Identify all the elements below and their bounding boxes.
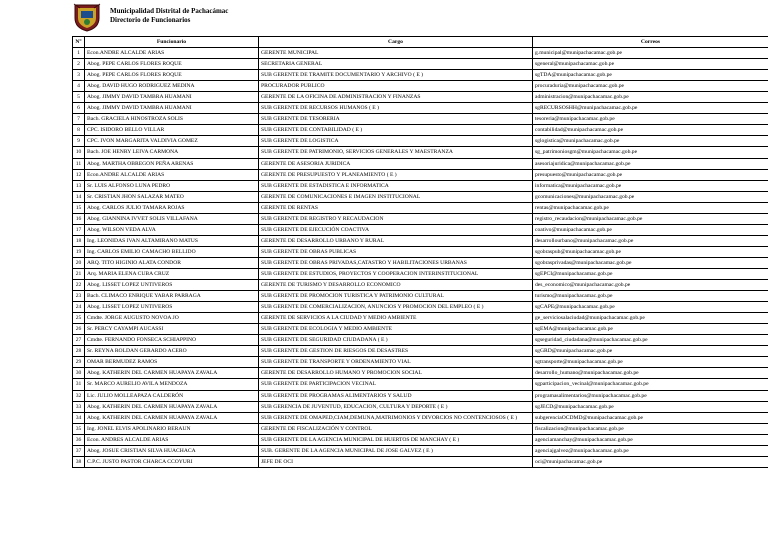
table-body [73, 48, 768, 468]
table-row [73, 70, 768, 81]
table-row [73, 202, 768, 213]
official-name-cell: OMAR BERMUDEZ RAMOS [85, 357, 259, 368]
position-cell: SUB GERENTE DE EJECUCIÓN COACTIVA [259, 224, 533, 235]
table-header-row [73, 37, 768, 48]
official-name-cell: Ing. LEONIDAS IVAN ALTAMIRANO MATUS [85, 235, 259, 246]
table-row [73, 246, 768, 257]
table-row [73, 313, 768, 324]
email-cell: sgobraspriv​adas@munipachacamac.gob.pe [533, 257, 768, 268]
position-cell: SUB GERENTE DE ESTUDIOS, PROYECTOS Y COOPERACION INTERINSTITUCIONAL [259, 268, 533, 279]
official-name-cell: Abog. JIMMY DAVID TAMBRA HUAMANI [85, 103, 259, 114]
email-cell: agenciamanchay@munipachacamac.gob.pe [533, 434, 768, 445]
row-number-cell: 7 [73, 114, 85, 125]
official-name-cell: Abog. CARLOS JULIO TAMARA ROJAS [85, 202, 259, 213]
row-number-cell: 8 [73, 125, 85, 136]
table-row [73, 324, 768, 335]
official-name-cell: Abog. JIMMY DAVID TAMBRA HUAMANI [85, 92, 259, 103]
position-cell: GERENTE DE FISCALIZACIÓN Y CONTROL [259, 423, 533, 434]
row-number-cell: 25 [73, 313, 85, 324]
position-cell: SUB GERENTE DE PROGRAMAS ALIMENTARIOS Y SALUD [259, 390, 533, 401]
position-cell: SUB GERENTE DE PATRIMONIO, SERVICIOS GENERALES Y MAESTRANZA [259, 147, 533, 158]
table-row [73, 81, 768, 92]
row-number-cell: 29 [73, 357, 85, 368]
official-name-cell: CPC. IVON MARGARITA VALDIVIA GOMEZ [85, 136, 259, 147]
row-number-cell: 35 [73, 423, 85, 434]
official-name-cell: Abog. PEPE CARLOS FLORES ROQUE [85, 70, 259, 81]
official-name-cell: Sr. CRISTIAN JHON SALAZAR MATEO [85, 191, 259, 202]
official-name-cell: Abog. WILSON VEDA ALVA [85, 224, 259, 235]
email-cell: turismo@munipachacamac.gob.pe [533, 291, 768, 302]
official-name-cell: Abog. PEPE CARLOS FLORES ROQUE [85, 59, 259, 70]
row-number-cell: 5 [73, 92, 85, 103]
row-number-cell: 38 [73, 456, 85, 467]
municipal-coat-of-arms-icon [72, 2, 102, 32]
table-row [73, 191, 768, 202]
table-row [73, 268, 768, 279]
row-number-cell: 12 [73, 169, 85, 180]
official-name-cell: C.P.C. JUSTO PASTOR CHARCA CCOYURI [85, 456, 259, 467]
position-cell: SECRETARIA GENERAL [259, 59, 533, 70]
official-name-cell: Ing. CARLOS EMILIO CAMACHO BELLIDO [85, 246, 259, 257]
position-cell: SUB GERENTE DE PROMOCION TURISTICA Y PATRIMONIO CULTURAL [259, 291, 533, 302]
row-number-cell: 23 [73, 291, 85, 302]
email-cell: sg_patrimoniosgm@munipachacamac.gob.pe [533, 147, 768, 158]
row-number-cell: 33 [73, 401, 85, 412]
position-cell: GERENTE DE DESARROLLO URBANO Y RURAL [259, 235, 533, 246]
position-cell: GERENTE DE SERVICIOS A LA CIUDAD Y MEDIO AMBIENTE [259, 313, 533, 324]
row-number-cell: 4 [73, 81, 85, 92]
row-number-cell: 1 [73, 48, 85, 59]
row-number-cell: 11 [73, 158, 85, 169]
row-number-cell: 26 [73, 324, 85, 335]
official-name-cell: Bach. GRACIELA HINOSTROZA SOLIS [85, 114, 259, 125]
official-name-cell: Cmdte. JORGE AUGUSTO NOVOA JO [85, 313, 259, 324]
position-cell: GERENTE DE RENTAS [259, 202, 533, 213]
column-header-number: N° [73, 37, 85, 48]
row-number-cell: 14 [73, 191, 85, 202]
row-number-cell: 15 [73, 202, 85, 213]
directory-title: Directorio de Funcionarios [110, 16, 191, 24]
official-name-cell: CPC. ISIDORO BELLO VILLAR [85, 125, 259, 136]
official-name-cell: Arq. MARIA ELENA CUBA CRUZ [85, 268, 259, 279]
email-cell: desarrollourbano@munipachacamac.gob.pe [533, 235, 768, 246]
email-cell: sgparticipacion_vecinal@munipachacamac.gob.pe [533, 379, 768, 390]
email-cell: desarrollo_humano@munipachacamac.gob.pe [533, 368, 768, 379]
email-cell: sgEPCI@munipachacamac.gob.pe [533, 268, 768, 279]
email-cell: tesoreria@munipachacamac.gob.pe [533, 114, 768, 125]
email-cell: administracion@munipachacamac.gob.pe [533, 92, 768, 103]
position-cell: GERENTE MUNICIPAL [259, 48, 533, 59]
row-number-cell: 34 [73, 412, 85, 423]
position-cell: SUB GERENTE DE ECOLOGIA Y MEDIO AMBIENTE [259, 324, 533, 335]
position-cell: PROCURADOR PUBLICO [259, 81, 533, 92]
table-row [73, 346, 768, 357]
official-name-cell: Abog. KATHERIN DEL CARMEN HUAPAYA ZAVALA [85, 401, 259, 412]
position-cell: SUB GERENTE DE COMERCIALIZACION, ANUNCIOS Y PROMOCION DEL EMPLEO ( E ) [259, 302, 533, 313]
position-cell: SUB GERENTE DE RECURSOS HUMANOS ( E ) [259, 103, 533, 114]
table-row [73, 368, 768, 379]
row-number-cell: 24 [73, 302, 85, 313]
row-number-cell: 31 [73, 379, 85, 390]
officials-directory-table [72, 36, 768, 468]
email-cell: programasalimentarios@munipachacamac.gob.pe [533, 390, 768, 401]
official-name-cell: Abog. JOSUE CRISTIAN SILVA HUACHACA [85, 445, 259, 456]
email-cell: sgJECD@munipachacamac.gob.pe [533, 401, 768, 412]
row-number-cell: 21 [73, 268, 85, 279]
position-cell: SUB GERENTE DE OBRAS PUBLICAS [259, 246, 533, 257]
table-row [73, 423, 768, 434]
row-number-cell: 3 [73, 70, 85, 81]
row-number-cell: 30 [73, 368, 85, 379]
official-name-cell: Abog. GIANNINA IVVET SOLIS VILLAFANA [85, 213, 259, 224]
row-number-cell: 13 [73, 180, 85, 191]
document-header [72, 2, 768, 32]
table-row [73, 147, 768, 158]
position-cell: JEFE DE OCI [259, 456, 533, 467]
table-row [73, 158, 768, 169]
official-name-cell: Abog. DAVID HUGO RODRIGUEZ MEDINA [85, 81, 259, 92]
email-cell: sgtransporte@munipachacamac.gob.pe [533, 357, 768, 368]
email-cell: sgEMA@munipachacamac.gob.pe [533, 324, 768, 335]
table-row [73, 103, 768, 114]
position-cell: SUB GERENTE DE SEGURIDAD CIUDADANA ( E ) [259, 335, 533, 346]
table-row [73, 213, 768, 224]
email-cell: ge_serviciosalaciudad@munipachacamac.gob.pe [533, 313, 768, 324]
email-cell: sgeneral@munipachacamac.gob.pe [533, 59, 768, 70]
email-cell: sgTDA@munipachacamac.gob.pe [533, 70, 768, 81]
position-cell: GERENTE DE DESARROLLO HUMANO Y PROMOCION SOCIAL [259, 368, 533, 379]
email-cell: asesoriajuridica@munipachacamac.gob.pe [533, 158, 768, 169]
email-cell: sglogistica@munipachacamac.gob.pe [533, 136, 768, 147]
position-cell: SUB GERENTE DE OMAPED,CIAM,DEMUNA,MATRIMONIOS Y DIVORCIOS NO CONTENCIOSOS ( E ) [259, 412, 533, 423]
official-name-cell: Abog. MARTHA OBREGON PEÑA ARENAS [85, 158, 259, 169]
table-row [73, 280, 768, 291]
official-name-cell: Ing. JONEL ELVIS APOLINARIO BERAUN [85, 423, 259, 434]
official-name-cell: Sr. MARCO AURELIO AVILA MENDOZA [85, 379, 259, 390]
table-row [73, 180, 768, 191]
table-row [73, 445, 768, 456]
email-cell: sgseguridad_ciudadana@munipachacamac.gob.pe [533, 335, 768, 346]
column-header-email: Correos [533, 37, 768, 48]
email-cell: coativo@munipachacamac.gob.pe [533, 224, 768, 235]
table-row [73, 224, 768, 235]
table-row [73, 291, 768, 302]
table-row [73, 412, 768, 423]
column-header-official: Funcionario [85, 37, 259, 48]
email-cell: gcomunicaciones@munipachacamac.gob.pe [533, 191, 768, 202]
official-name-cell: Abog. KATHERIN DEL CARMEN HUAPAYA ZAVALA [85, 412, 259, 423]
position-cell: SUB GERENTE DE CONTABILIDAD ( E ) [259, 125, 533, 136]
table-row [73, 136, 768, 147]
position-cell: GERENTE DE LA OFICINA DE ADMINISTRACION Y FINANZAS [259, 92, 533, 103]
email-cell: registro_recaudacion@munipachacamac.gob.pe [533, 213, 768, 224]
row-number-cell: 17 [73, 224, 85, 235]
position-cell: GERENTE DE TURISMO Y DESARROLLO ECONOMICO [259, 280, 533, 291]
row-number-cell: 6 [73, 103, 85, 114]
table-row [73, 48, 768, 59]
email-cell: sgobraspub@munipachacamac.gob.pe [533, 246, 768, 257]
email-cell: g.municipal@munipachacamac.gob.pe [533, 48, 768, 59]
row-number-cell: 2 [73, 59, 85, 70]
email-cell: fiscalizacion@munipachacamac.gob.pe [533, 423, 768, 434]
position-cell: SUB GERENCIA DE JUVENTUD, EDUCACION, CULTURA Y DEPORTE ( E ) [259, 401, 533, 412]
table-row [73, 92, 768, 103]
position-cell: SUB GERENTE DE GESTION DE RIESGOS DE DESASTRES [259, 346, 533, 357]
table-row [73, 235, 768, 246]
table-row [73, 125, 768, 136]
row-number-cell: 32 [73, 390, 85, 401]
table-row [73, 401, 768, 412]
email-cell: agenciajgalvez@munipachacamac.gob.pe [533, 445, 768, 456]
official-name-cell: Econ.ANDRE ALCALDE ARIAS [85, 169, 259, 180]
position-cell: GERENTE DE PRESUPUESTO Y PLANEAMIENTO ( E ) [259, 169, 533, 180]
official-name-cell: Abog. LISSET LOPEZ UNTIVEROS [85, 280, 259, 291]
table-row [73, 302, 768, 313]
email-cell: sgRECURSOSHH@munipachacamac.gob.pe [533, 103, 768, 114]
table-row [73, 434, 768, 445]
row-number-cell: 27 [73, 335, 85, 346]
table-row [73, 456, 768, 467]
row-number-cell: 20 [73, 257, 85, 268]
position-cell: SUB GERENTE DE ESTADISTICA E INFORMATICA [259, 180, 533, 191]
position-cell: SUB GERENTE DE PARTICIPACION VECINAL [259, 379, 533, 390]
official-name-cell: Econ. ANDRES ALCALDE ARIAS [85, 434, 259, 445]
email-cell: informatica@munipachacamac.gob.pe [533, 180, 768, 191]
email-cell: contabilidad@munipachacamac.gob.pe [533, 125, 768, 136]
official-name-cell: Abog. LISSET LOPEZ UNTIVEROS [85, 302, 259, 313]
row-number-cell: 37 [73, 445, 85, 456]
official-name-cell: Bach. CLIMACO ENRIQUE YABAR PARRAGA [85, 291, 259, 302]
email-cell: des_economico@munipachacamac.gob.pe [533, 280, 768, 291]
position-cell: SUB GERENTE DE REGISTRO Y RECAUDACION [259, 213, 533, 224]
table-row [73, 390, 768, 401]
row-number-cell: 16 [73, 213, 85, 224]
email-cell: rentas@munipachacamac.gob.pe [533, 202, 768, 213]
official-name-cell: Cmdte. FERNANDO FONSECA SCHIAPPINO [85, 335, 259, 346]
row-number-cell: 9 [73, 136, 85, 147]
official-name-cell: Lic. JULIO MOLLEAPAZA CALDERÓN [85, 390, 259, 401]
table-row [73, 114, 768, 125]
official-name-cell: Econ.ANDRE ALCALDE ARIAS [85, 48, 259, 59]
position-cell: GERENTE DE COMUNICACIONES E IMAGEN INSTITUCIONAL [259, 191, 533, 202]
position-cell: GERENTE DE ASESORIA JURIDICA [259, 158, 533, 169]
email-cell: sgCAPE@munipachacamac.gob.pe [533, 302, 768, 313]
email-cell: procuraduria@munipachacamac.gob.pe [533, 81, 768, 92]
row-number-cell: 19 [73, 246, 85, 257]
position-cell: SUB GERENTE DE TESORERIA [259, 114, 533, 125]
official-name-cell: ARQ. TITO HIGINIO ALATA CONDOR [85, 257, 259, 268]
table-row [73, 379, 768, 390]
row-number-cell: 10 [73, 147, 85, 158]
email-cell: subgerenciaOCDMD@munipachacamac.gob.pe [533, 412, 768, 423]
official-name-cell: Sr. PERCY CAYAMPI AUCASSI [85, 324, 259, 335]
municipality-name: Municipalidad Distrital de Pachacámac [110, 7, 229, 15]
position-cell: SUB GERENTE DE TRAMITE DOCUMENTARIO Y ARCHIVO ( E ) [259, 70, 533, 81]
official-name-cell: Sr. LUIS ALFONSO LUNA PEDRO [85, 180, 259, 191]
row-number-cell: 36 [73, 434, 85, 445]
position-cell: SUB. GERENTE DE LA AGENCIA MUNICIPAL DE JOSE GALVEZ ( E ) [259, 445, 533, 456]
row-number-cell: 28 [73, 346, 85, 357]
position-cell: SUB GERENTE DE LOGISTICA [259, 136, 533, 147]
official-name-cell: Bach. JOE HENRY LEIVA CARMONA [85, 147, 259, 158]
table-row [73, 335, 768, 346]
table-row [73, 357, 768, 368]
email-cell: oci@munipachacamac.gob.pe [533, 456, 768, 467]
position-cell: SUB GERENTE DE LA AGENCIA MUNICIPAL DE HUERTOS DE MANCHAY ( E ) [259, 434, 533, 445]
official-name-cell: Abog. KATHERIN DEL CARMEN HUAPAYA ZAVALA [85, 368, 259, 379]
header-titles [110, 7, 228, 25]
official-name-cell: Sr. REYNA ROLDAN GERARDO ACERO [85, 346, 259, 357]
position-cell: SUB GERENTE DE OBRAS PRIVADAS,CATASTRO Y HABILITACIONES URBANAS [259, 257, 533, 268]
column-header-position: Cargo [259, 37, 533, 48]
table-row [73, 169, 768, 180]
email-cell: sgGRD@munipachacamac.gob.pe [533, 346, 768, 357]
email-cell: presupuesto@munipachacamac.gob.pe [533, 169, 768, 180]
row-number-cell: 18 [73, 235, 85, 246]
position-cell: SUB GERENTE DE TRANSPORTE Y ORDENAMIENTO VIAL [259, 357, 533, 368]
table-row [73, 59, 768, 70]
table-row [73, 257, 768, 268]
row-number-cell: 22 [73, 280, 85, 291]
